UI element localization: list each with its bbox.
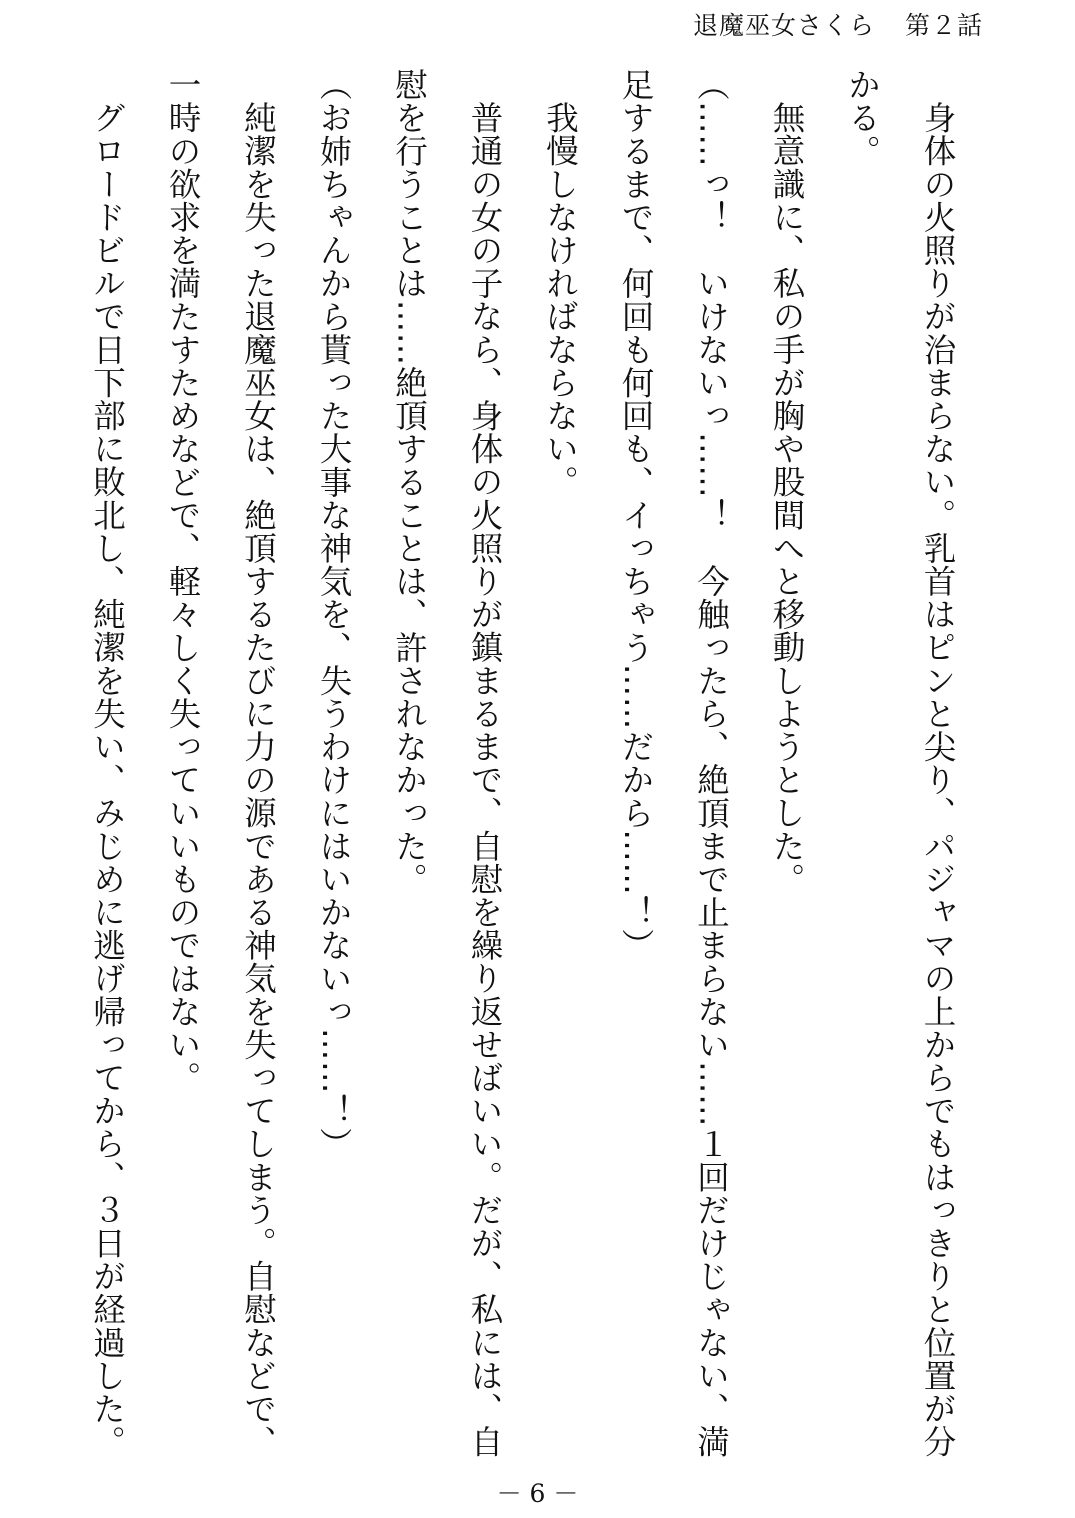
dialogue-paragraph: （お姉ちゃんから貰った大事な神気を、失うわけにはいかないっ……！）: [315, 68, 353, 1161]
vertical-body-text: [69, 68, 975, 1460]
episode-label: 第２話: [904, 11, 983, 40]
paragraph: 我慢しなければならない。: [541, 100, 580, 498]
paragraph: 純潔を失った退魔巫女は、絶頂するたびに力の源である神気を失ってしまう。自慰などで、一時の欲求を満たすためなどで、軽々しく失っていいものではない。: [164, 68, 278, 1458]
page-number: － 6 －: [496, 1479, 579, 1508]
paragraph: 無意識に、私の手が胸や股間へと移動しようとした。: [768, 100, 806, 895]
paragraph: 身体の火照りが治まらない。乳首はピンと尖り、パジャマの上からでもはっきりと位置が分かる。: [843, 68, 957, 1458]
paragraph: グロードビルで日下部に敗北し、純潔を失い、みじめに逃げ帰ってから、３日が経過した。: [88, 100, 127, 1458]
page-header: [693, 6, 983, 42]
paragraph: 普通の女の子なら、身体の火照りが鎮まるまで、自慰を繰り返せばいい。だが、私には、自慰を行うことは……絶頂することは、許されなかった。: [390, 68, 504, 1458]
book-title: 退魔巫女さくら: [692, 11, 875, 40]
dialogue-paragraph: （……っ！ いけないっ……！ 今触ったら、絶頂まで止まらない……１回だけじゃない、満足するまで、何回も何回も、イっちゃう……だから……！）: [617, 68, 731, 1459]
